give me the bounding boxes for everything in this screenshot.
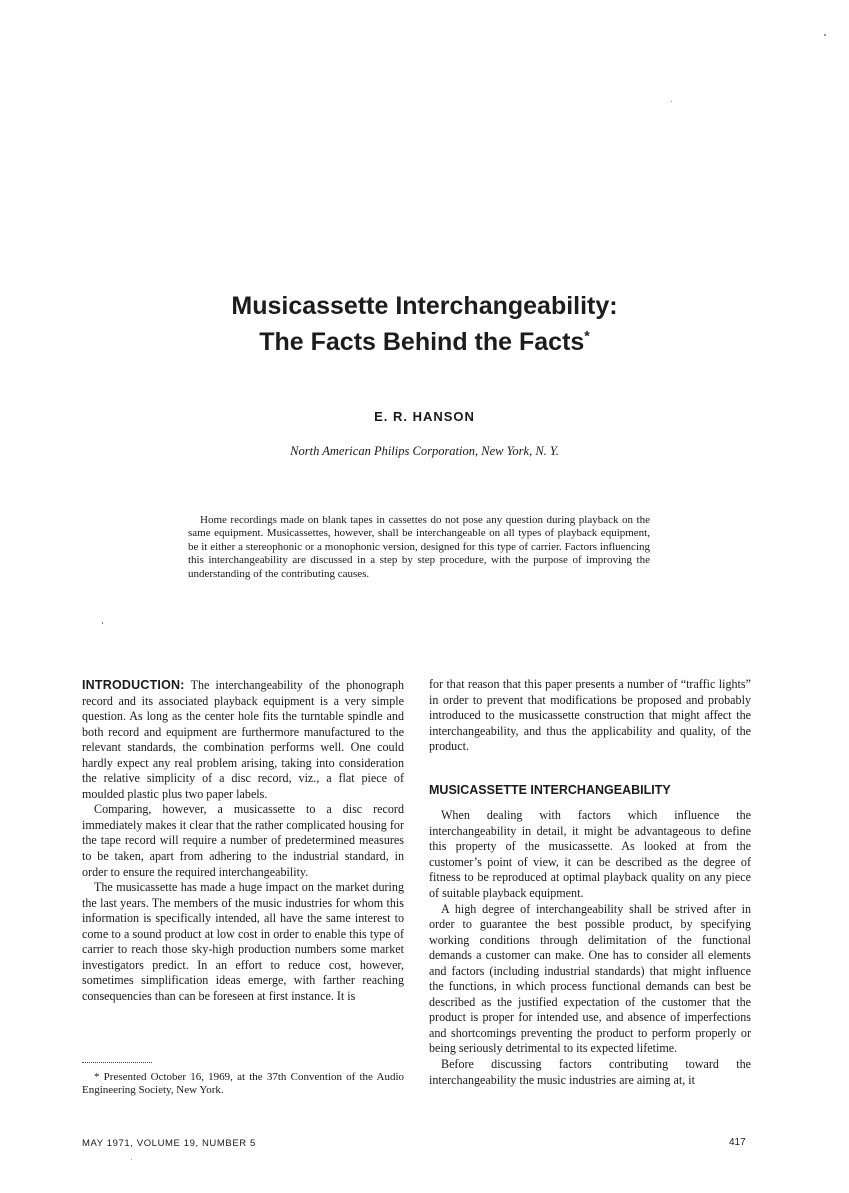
left-column	[82, 678, 404, 1004]
right-column	[429, 677, 751, 1088]
abstract: Home recordings made on blank tapes in cassettes do not pose any question during playback on the same equipment. Musicassettes, however, shall be interchangeable on all types of playback equipment, be it either a stereophonic or a monophonic version, designed for this type of carrier. Factors influencing this interchangeability are discussed in a step by step procedure, with the purpose of improving the understanding of the contributing causes.	[188, 514, 650, 580]
journal-issue: MAY 1971, VOLUME 19, NUMBER 5	[82, 1138, 256, 1149]
continued-paragraph: for that reason that this paper presents a number of “traffic lights” in order to prevent that modifications be proposed and probably introduced to the musicassette construction that might affect the interchangeability, and thus the applicability and quality, of the product.	[429, 677, 751, 754]
intro-paragraph-1	[82, 678, 404, 802]
footnote: * Presented October 16, 1969, at the 37th Convention of the Audio Engineering Society, New York.	[82, 1071, 404, 1096]
title-line-1: Musicassette Interchangeability:	[231, 292, 618, 320]
footnote-separator	[82, 1062, 152, 1063]
title-footnote-marker: *	[584, 327, 590, 344]
title-line-2-text: The Facts Behind the Facts	[259, 328, 585, 356]
author-name: E. R. HANSON	[374, 409, 475, 424]
interchangeability-paragraph-3: Before discussing factors contributing toward the interchangeability the music industries are aiming at, it	[429, 1057, 751, 1087]
introduction-heading: INTRODUCTION:	[82, 678, 185, 692]
interchangeability-paragraph-2: A high degree of interchangeability shall be strived after in order to guarantee the best possible product, by specifying working conditions through delimitation of the functional demands a customer can make. One has to consider all elements and factors (including industrial standards) that might influence the functions, in which process functional demands can best be described as the justified expectation of the customer that the product is proper for intended use, and absence of imperfections and shortcomings preventing the product to perform properly or being seriously detrimental to its expected lifetime.	[429, 901, 751, 1056]
intro-paragraph-3: The musicassette has made a huge impact on the market during the last years. The members of the music industries for whom this information is specifically intended, all have the same interest to come to a sound product at low cost in order to enable this type of carrier to reach those sky-high production numbers some market investigators predict. In an effort to reduce cost, however, sometimes simplification ideas emerge, with farther reaching consequencies than can be foreseen at first instance. It is	[82, 880, 404, 1003]
intro-paragraph-1-text: The interchangeability of the phonograph record and its associated playback equipment is a very simple question. As long as the center hole fits the turntable spindle and both record and equipment are furthermore manufactured to the relevant standards, the combination performs well. One could hardly expect any real problem arising, taking into consideration the relative simplicity of a disc record, viz., a flat piece of moulded plastic plus two paper labels.	[82, 678, 404, 801]
author-affiliation: North American Philips Corporation, New York, N. Y.	[290, 444, 559, 458]
scan-speck	[671, 101, 672, 102]
page-number: 417	[729, 1137, 746, 1148]
scan-speck	[102, 622, 103, 624]
scan-speck	[131, 1159, 132, 1160]
paper-title	[0, 288, 849, 360]
interchangeability-paragraph-1: When dealing with factors which influence the interchangeability in detail, it might be advantageous to define this property of the musicassette. As looked at from the customer’s point of view, it can be described as the degree of fitness to be reproduced at optimal playback quality on any piece of suitable playback equipment.	[429, 808, 751, 901]
title-line-2	[0, 324, 849, 360]
scan-speck	[824, 34, 826, 36]
interchangeability-heading: MUSICASSETTE INTERCHANGEABILITY	[429, 782, 671, 797]
intro-paragraph-2: Comparing, however, a musicassette to a disc record immediately makes it clear that the rather complicated housing for the tape record will require a number of predetermined measures to be taken, apart from adhering to the industrial standard, in order to ensure the required interchangeability.	[82, 802, 404, 879]
